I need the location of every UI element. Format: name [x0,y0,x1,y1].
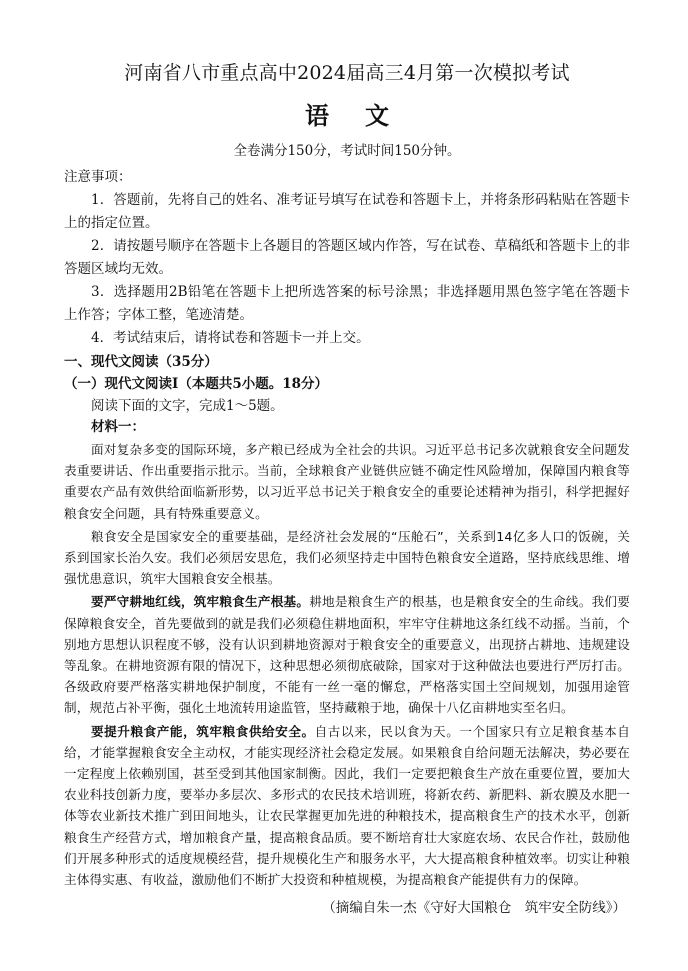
note-item: 1．答题前，先将自己的姓名、准考证号填写在试卷和答题卡上，并将条形码粘贴在答题卡上的指定位置。 [64,192,630,231]
notes-heading: 注意事项： [64,169,132,185]
paragraph-lead: 要严守耕地红线，筑牢粮食生产根基。 [91,594,310,610]
reading-instruction: 阅读下面的文字，完成1～5题。 [91,398,284,414]
material-label: 材料一： [91,419,145,435]
article-paragraph [64,439,630,524]
paragraph-lead: 要提升粮食产能，筑牢粮食供给安全。 [91,723,315,739]
note-item: 3．选择题用2B铅笔在答题卡上把所选答案的标号涂黑；非选择题用黑色签字笔在答题卡上作答；字体工整，笔迹清楚。 [64,284,630,323]
note-item: 4．考试结束后，请将试卷和答题卡一并上交。 [91,330,370,346]
subject-title: 语文 [305,101,425,130]
note-item: 2．请按题号顺序在答题卡上各题目的答题区域内作答，写在试卷、草稿纸和答题卡上的非答题区域均无效。 [64,238,630,277]
article-paragraph [64,721,630,891]
paragraph-text: 面对复杂多变的国际环境，多产粮已经成为全社会的共识。习近平总书记多次就粮食安全问题发表重要讲话、作出重要指示批示。当前，全球粮食产业链供应链不确定性风险增加，保障国内粮食等重要农产品有效供给面临新形势，以习近平总书记关于粮食安全的重要论述精神为指引，科学把握好粮食安全问题，具有特殊重要意义。 [64,442,630,521]
score-line: 全卷满分150分，考试时间150分钟。 [233,143,461,159]
article-paragraph [64,591,630,718]
paragraph-text: 耕地是粮食生产的根基，也是粮食安全的生命线。我们要保障粮食安全，首先要做到的就是我们必须稳住耕地面积，牢牢守住耕地这条红线不动摇。当前，个别地方思想认识程度不够，没有认识到耕地资源对于粮食安全的重要意义，出现挤占耕地、违规建设等乱象。在耕地资源有限的情况下，这种思想必须彻底破除，国家对于这种做法也要进行严厉打击。各级政府要严格落实耕地保护制度，不能有一丝一毫的懈怠，严格落实国土空间规划，加强用途管制，规范占补平衡，强化土地流转用途监管，坚持藏粮于地，确保十八亿亩耕地实至名归。 [64,594,630,716]
exam-title: 河南省八市重点高中2024届高三4月第一次模拟考试 [124,62,570,84]
paragraph-text: 自古以来，民以食为天。一个国家只有立足粮食基本自给，才能掌握粮食安全主动权，才能实现经济社会稳定发展。如果粮食自给问题无法解决，势必要在一定程度上依赖别国，甚至受到其他国家制衡。因此，我们一定要把粮食生产放在重要位置，要加大农业科技创新力度，要举办多层次、多形式的农民技术培训班，将新农药、新肥料、新农膜及水肥一体等农业新技术推广到田间地头，让农民掌握更加先进的种粮技术，提高粮食生产的技术水平，创新粮食生产经营方式，增加粮食产量，提高粮食品质。要不断培育壮大家庭农场、农民合作社，鼓励他们开展多种形式的适度规模经营，提升规模化生产和服务水平，大大提高粮食种植效率。切实让种粮主体得实惠、有收益，激励他们不断扩大投资和种植规模，为提高粮食产能提供有力的保障。 [64,723,630,888]
section-title: 一、现代文阅读（35分） [64,354,218,370]
article-source: （摘编自朱一杰《守好大国粮仓 筑牢安全防线》） [322,900,626,917]
paragraph-text: 粮食安全是国家安全的重要基础，是经济社会发展的“压舱石”，关系到14亿多人口的饭碗，关系到国家长治久安。我们必须居安思危，我们必须坚持走中国特色粮食安全道路，坚持底线思维、增强忧患意识，筑牢大国粮食安全根基。 [64,528,630,587]
article-paragraph [64,526,630,590]
subsection-title: （一）现代文阅读Ⅰ（本题共5小题。18分） [64,376,328,392]
